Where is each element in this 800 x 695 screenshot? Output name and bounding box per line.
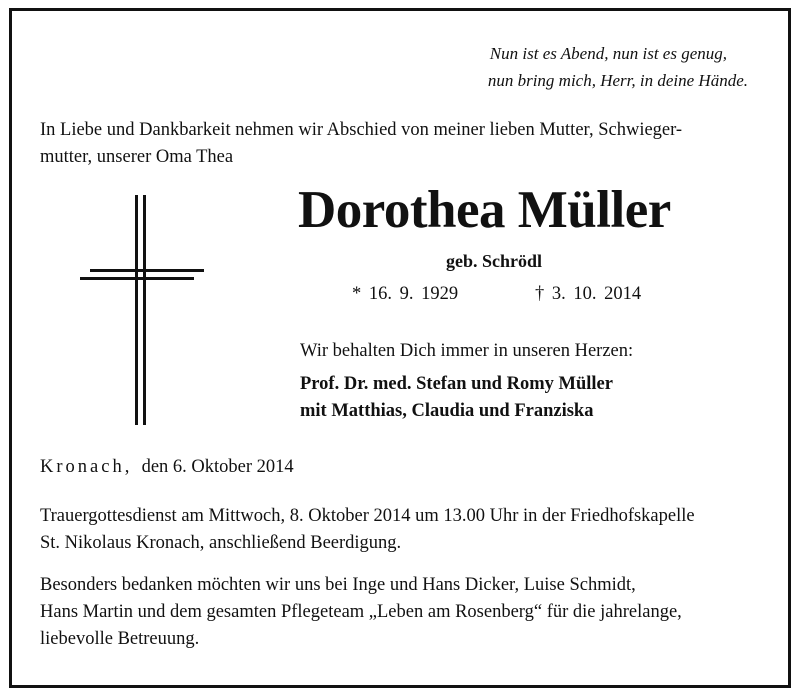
intro-line-1: In Liebe und Dankbarkeit nehmen wir Abschied von meiner lieben Mutter, Schwieger- bbox=[40, 120, 683, 140]
place-date-line bbox=[40, 457, 294, 478]
maiden-name: geb. Schrödl bbox=[446, 251, 543, 271]
deceased-name: Dorothea Müller bbox=[298, 181, 671, 239]
place: Kronach, bbox=[40, 457, 133, 477]
service-line-2: St. Nikolaus Kronach, anschließend Beerdigung. bbox=[40, 533, 402, 553]
service-line-1: Trauergottesdienst am Mittwoch, 8. Oktober 2014 um 13.00 Uhr in der Friedhofskapelle bbox=[40, 506, 695, 526]
cross-icon bbox=[80, 195, 204, 425]
mourners-line-1: Prof. Dr. med. Stefan und Romy Müller bbox=[300, 374, 613, 394]
thanks-line-2: Hans Martin und dem gesamten Pflegeteam „Leben am Rosenberg“ für die jahrelange, bbox=[40, 602, 682, 622]
mourners-motto: Wir behalten Dich immer in unseren Herzen: bbox=[300, 341, 634, 361]
thanks-line-1: Besonders bedanken möchten wir uns bei Inge und Hans Dicker, Luise Schmidt, bbox=[40, 575, 636, 595]
death-date: † 3. 10. 2014 bbox=[535, 284, 642, 304]
birth-date: * 16. 9. 1929 bbox=[352, 284, 459, 304]
quote-line-2: nun bring mich, Herr, in deine Hände. bbox=[487, 71, 748, 90]
intro-line-2: mutter, unserer Oma Thea bbox=[40, 147, 234, 167]
thanks-line-3: liebevolle Betreuung. bbox=[40, 629, 200, 649]
date: den 6. Oktober 2014 bbox=[141, 457, 294, 477]
mourners-line-2: mit Matthias, Claudia und Franziska bbox=[300, 401, 594, 421]
quote-line-1: Nun ist es Abend, nun ist es genug, bbox=[489, 44, 727, 63]
